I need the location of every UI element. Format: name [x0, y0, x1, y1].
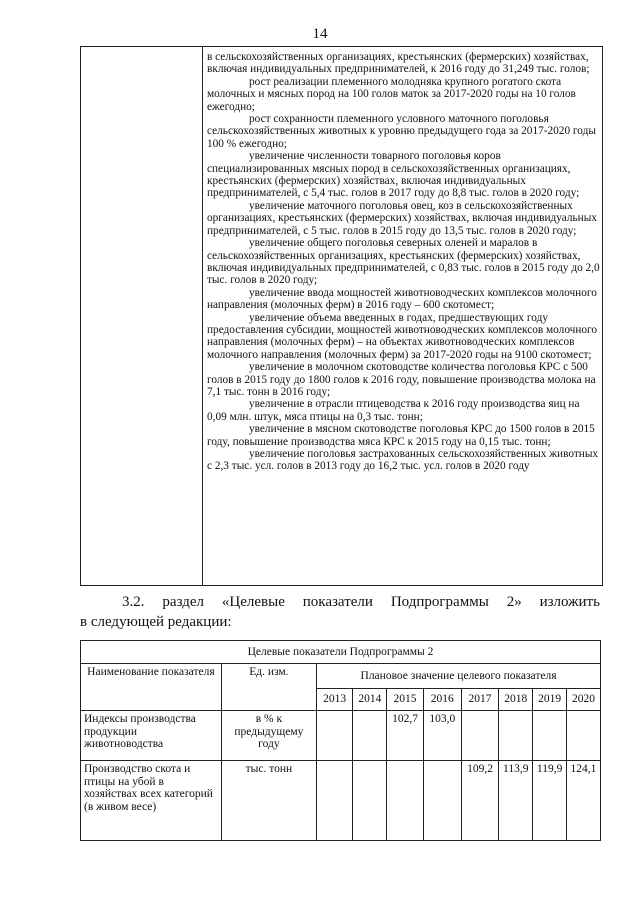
indicator-name: Производство скота и птицы на убой в хозяйствах всех категорий (в живом весе) [81, 761, 222, 841]
value-cell [533, 711, 567, 761]
year-header: 2016 [423, 689, 461, 711]
value-cell [499, 711, 533, 761]
result-item: увеличение общего поголовья северных оленей и маралов в сельскохозяйственных организациях, крестьянских (фермерских) хозяйствах, включая индивидуальных предпринимателей, с 0,83 тыс. голов в 2015 году до 2,0 тыс. голов в 2020 году; [207, 237, 600, 287]
value-cell: 119,9 [533, 761, 567, 841]
continued-table-fragment [80, 46, 603, 586]
expected-results-text [207, 51, 601, 473]
amendment-line-2: в следующей редакции: [80, 614, 232, 630]
clause-word: раздел [162, 594, 204, 610]
value-cell [317, 711, 353, 761]
year-header: 2019 [533, 689, 567, 711]
clause-word: показатели [302, 594, 373, 610]
result-item: увеличение численности товарного поголовья коров специализированных мясных пород в сельскохозяйственных организациях, крестьянских (фермерских) хозяйствах, включая индивидуальных предпринимателей, с 5,4 тыс. голов в 2017 году до 8,8 тыс. голов в 2020 году; [207, 150, 580, 200]
year-header: 2020 [566, 689, 600, 711]
clause-word: Подпрограммы [390, 594, 489, 610]
result-item: увеличение объема введенных в годах, предшествующих году предоставления субсидии, мощностей животноводческих комплексов молочного направления (молочных ферм) – на объектах животноводческих комплексов молочного направления (молочных ферм) за 2017-2020 годы на 9100 скотомест; [207, 311, 598, 361]
year-header: 2014 [353, 689, 387, 711]
value-cell [566, 711, 600, 761]
value-cell [317, 761, 353, 841]
indicator-unit: в % к предыдущему году [221, 711, 316, 761]
result-item: в сельскохозяйственных организациях, крестьянских (фермерских) хозяйствах, включая индивидуальных предпринимателей, к 2016 году до 31,249 тыс. голов; [207, 51, 590, 76]
indicator-unit: тыс. тонн [221, 761, 316, 841]
year-header: 2015 [387, 689, 423, 711]
value-cell [423, 761, 461, 841]
table-caption: Целевые показатели Подпрограммы 2 [81, 641, 601, 664]
page-number: 14 [312, 26, 328, 42]
value-cell [353, 711, 387, 761]
result-item: увеличение маточного поголовья овец, коз в сельскохозяйственных организациях, крестьянских (фермерских) хозяйствах, включая индивидуальных предпринимателей, с 5 тыс. голов в 2015 году до 13,5 тыс. голов в 2020 году; [207, 199, 597, 237]
column-divider [202, 47, 203, 585]
header-indicator-name: Наименование показателя [81, 664, 222, 711]
year-header: 2017 [461, 689, 498, 711]
header-unit: Ед. изм. [221, 664, 316, 711]
table-row [81, 711, 601, 761]
table-body [81, 711, 601, 841]
clause-word: 2» [506, 594, 522, 610]
value-cell [387, 761, 423, 841]
result-item: увеличение ввода мощностей животноводческих комплексов молочного направления (молочных ферм) в 2016 году – 600 скотомест; [207, 286, 597, 312]
indicator-name: Индексы производства продукции животноводства [81, 711, 222, 761]
amendment-paragraph [80, 592, 600, 632]
result-item: увеличение в молочном скотоводстве количества поголовья КРС с 500 голов в 2015 году до 1800 голов к 2016 году, повышение производства молока на 7,1 тыс. тонн в 2016 году; [207, 361, 596, 398]
header-plan-value: Плановое значение целевого показателя [317, 664, 601, 689]
value-cell [461, 711, 498, 761]
year-header: 2013 [317, 689, 353, 711]
result-item: рост сохранности племенного условного маточного поголовья сельскохозяйственных животных к уровню предыдущего года за 2017-2020 годы 100 % ежегодно; [207, 113, 596, 150]
clause-word: изложить [539, 594, 600, 610]
clause-number: 3.2. [122, 594, 145, 610]
targets-table [80, 640, 601, 841]
amendment-line-1 [80, 592, 600, 612]
table-row [81, 761, 601, 841]
value-cell: 109,2 [461, 761, 498, 841]
clause-word: «Целевые [221, 594, 285, 610]
value-cell: 124,1 [566, 761, 600, 841]
result-item: увеличение в отрасли птицеводства к 2016 году производства яиц на 0,09 млн. штук, мяса птицы на 0,3 тыс. тонн; [207, 398, 580, 423]
result-item: рост реализации племенного молодняка крупного рогатого скота молочных и мясных пород на 100 голов маток за 2017-2020 годы на 10 голов ежегодно; [207, 75, 576, 113]
year-header: 2018 [499, 689, 533, 711]
value-cell: 103,0 [423, 711, 461, 761]
result-item: увеличение поголовья застрахованных сельскохозяйственных животных с 2,3 тыс. усл. голов в 2013 году до 16,2 тыс. усл. голов в 2020 году [207, 448, 599, 473]
value-cell [353, 761, 387, 841]
result-item: увеличение в мясном скотоводстве поголовья КРС до 1500 голов в 2015 году, повышение производства мяса КРС к 2015 году на 0,15 тыс. тонн; [207, 423, 595, 448]
value-cell: 113,9 [499, 761, 533, 841]
value-cell: 102,7 [387, 711, 423, 761]
